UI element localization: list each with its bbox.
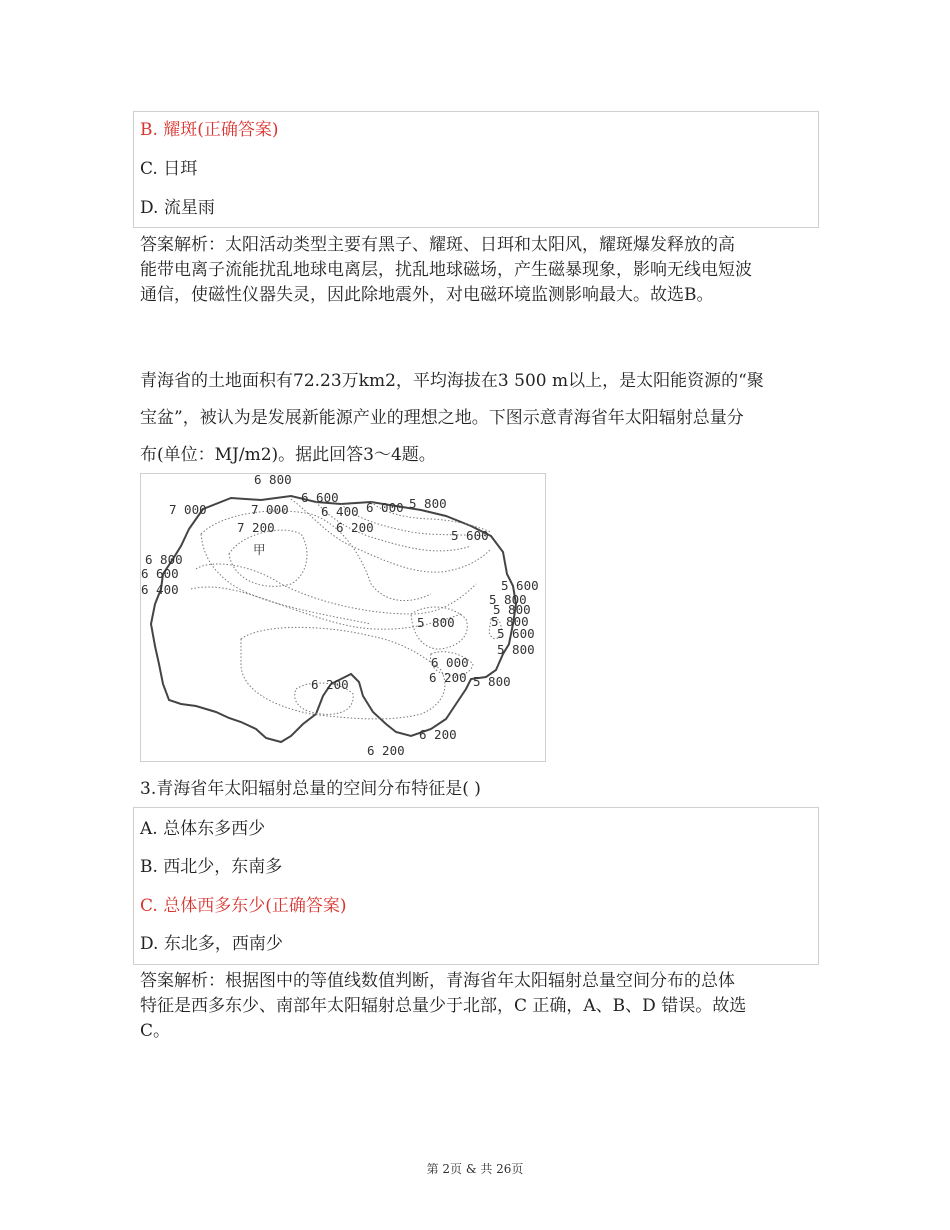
- isoline-label: 6 200: [311, 677, 349, 692]
- intro-line-1: 青海省的土地面积有72.23万km2，平均海拔在3 500 m以上，是太阳能资源的“聚: [140, 371, 764, 391]
- isoline-label: 5 800: [417, 615, 455, 630]
- isoline-label: 6 200: [419, 727, 457, 742]
- page-footer: 第 2页 & 共 26页: [426, 1162, 524, 1176]
- q2-option-d[interactable]: D. 流星雨: [140, 198, 215, 218]
- isoline-label: 5 600: [501, 578, 539, 593]
- isoline-label: 6 200: [367, 743, 405, 758]
- isoline-label: 6 600: [141, 566, 179, 581]
- isoline-label: 5 800: [491, 614, 529, 629]
- region-marker-jia: 甲: [253, 542, 266, 557]
- q2-option-c[interactable]: C. 日珥: [140, 159, 198, 179]
- q3-analysis-line-3: C。: [140, 1021, 171, 1041]
- q2-option-b[interactable]: B. 耀斑(正确答案): [140, 120, 279, 140]
- isoline-label: 7 200: [237, 520, 275, 535]
- isoline-label: 6 800: [254, 474, 292, 487]
- isoline-label: 5 800: [493, 602, 531, 617]
- q3-option-a[interactable]: A. 总体东多西少: [140, 819, 266, 839]
- isoline-label: 5 600: [497, 626, 535, 641]
- q3-option-d[interactable]: D. 东北多，西南少: [140, 934, 283, 954]
- isoline-map-svg: [141, 474, 547, 763]
- isoline-label: 6 400: [321, 504, 359, 519]
- isoline-label: 7 000: [251, 502, 289, 517]
- isoline-label: 6 400: [141, 582, 179, 597]
- intro-line-2: 宝盆”，被认为是发展新能源产业的理想之地。下图示意青海省年太阳辐射总量分: [140, 408, 744, 428]
- isoline-label: 7 000: [169, 502, 207, 517]
- q3-option-b[interactable]: B. 西北少，东南多: [140, 857, 283, 877]
- isoline-label: 5 800: [409, 496, 447, 511]
- qinghai-radiation-map: [140, 473, 546, 762]
- q2-analysis-line-3: 通信，使磁性仪器失灵，因此除地震外，对电磁环境监测影响最大。故选B。: [140, 285, 714, 305]
- isoline-label: 5 800: [473, 674, 511, 689]
- isoline-label: 6 200: [429, 670, 467, 685]
- q2-analysis-line-1: 答案解析：太阳活动类型主要有黑子、耀斑、日珥和太阳风，耀斑爆发释放的高: [140, 235, 735, 255]
- isoline-label: 5 800: [489, 592, 527, 607]
- q3-question: 3.青海省年太阳辐射总量的空间分布特征是( ): [140, 779, 481, 799]
- isoline-label: 6 000: [431, 655, 469, 670]
- q3-analysis-line-1: 答案解析：根据图中的等值线数值判断，青海省年太阳辐射总量空间分布的总体: [140, 971, 735, 991]
- q3-analysis-line-2: 特征是西多东少、南部年太阳辐射总量少于北部，C 正确，A、B、D 错误。故选: [140, 996, 747, 1016]
- q3-option-c[interactable]: C. 总体西多东少(正确答案): [140, 896, 347, 916]
- isoline-label: 6 000: [366, 500, 404, 515]
- q2-analysis-line-2: 能带电离子流能扰乱地球电离层，扰乱地球磁场，产生磁暴现象，影响无线电短波: [140, 260, 752, 280]
- isoline-label: 5 600: [451, 528, 489, 543]
- isoline-label: 6 600: [301, 490, 339, 505]
- isoline-label: 6 200: [336, 520, 374, 535]
- isoline-label: 6 800: [145, 552, 183, 567]
- intro-line-3: 布(单位：MJ/m2)。据此回答3～4题。: [140, 445, 436, 465]
- isoline-label: 5 800: [497, 642, 535, 657]
